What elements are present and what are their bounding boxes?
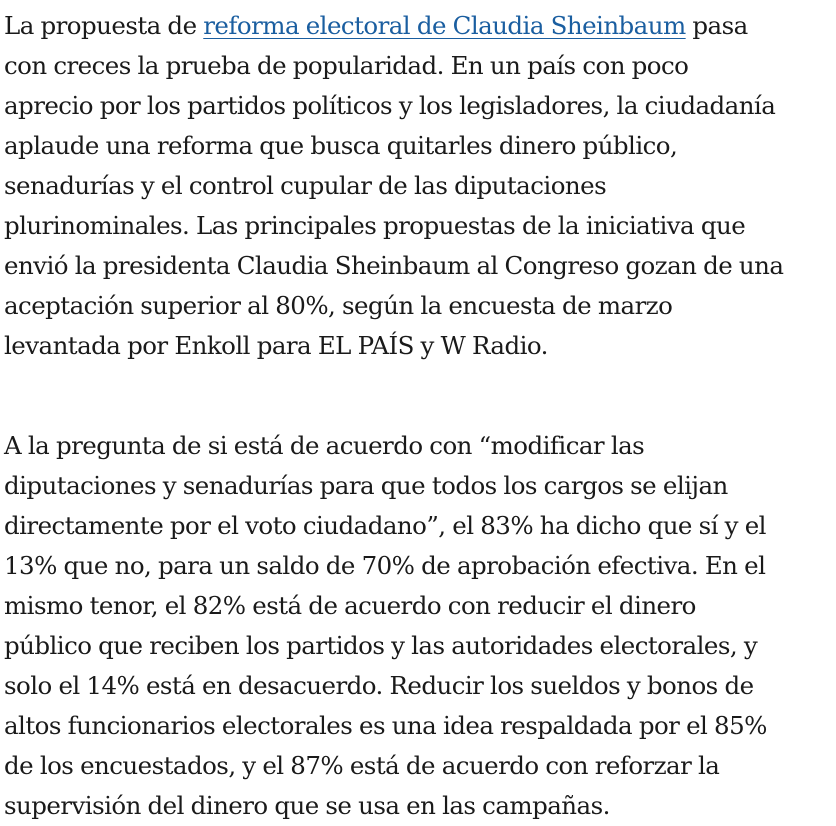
paragraph-line: 13% que no, para un saldo de 70% de aprobación efectiva. En el bbox=[4, 551, 766, 580]
article-body bbox=[4, 6, 834, 826]
reforma-electoral-link[interactable]: reforma electoral de Claudia Sheinbaum bbox=[203, 11, 686, 40]
paragraph-line: senadurías y el control cupular de las diputaciones bbox=[4, 171, 607, 200]
paragraph-line: con creces la prueba de popularidad. En un país con poco bbox=[4, 51, 689, 80]
line-text: pasa bbox=[685, 11, 748, 40]
paragraph-line: mismo tenor, el 82% está de acuerdo con reducir el dinero bbox=[4, 591, 696, 620]
paragraph-line: altos funcionarios electorales es una idea respaldada por el 85% bbox=[4, 711, 767, 740]
paragraph-line: aceptación superior al 80%, según la encuesta de marzo bbox=[4, 291, 673, 320]
paragraph-line: A la pregunta de si está de acuerdo con “modificar las bbox=[4, 431, 645, 460]
line-text: La propuesta de bbox=[4, 11, 204, 40]
paragraph-line: levantada por Enkoll para EL PAÍS y W Radio. bbox=[4, 331, 548, 360]
paragraph-line: diputaciones y senadurías para que todos los cargos se elijan bbox=[4, 471, 728, 500]
paragraph-2 bbox=[4, 426, 834, 826]
paragraph-line: directamente por el voto ciudadano”, el 83% ha dicho que sí y el bbox=[4, 511, 766, 540]
paragraph-line: supervisión del dinero que se usa en las campañas. bbox=[4, 791, 610, 820]
paragraph-spacer bbox=[4, 366, 834, 426]
paragraph-line: plurinominales. Las principales propuestas de la iniciativa que bbox=[4, 211, 746, 240]
paragraph-line bbox=[4, 6, 834, 46]
paragraph-1 bbox=[4, 6, 834, 366]
paragraph-line: aplaude una reforma que busca quitarles dinero público, bbox=[4, 131, 678, 160]
paragraph-line: aprecio por los partidos políticos y los legisladores, la ciudadanía bbox=[4, 91, 776, 120]
paragraph-line: público que reciben los partidos y las autoridades electorales, y bbox=[4, 631, 758, 660]
paragraph-line: solo el 14% está en desacuerdo. Reducir los sueldos y bonos de bbox=[4, 671, 754, 700]
paragraph-line: envió la presidenta Claudia Sheinbaum al Congreso gozan de una bbox=[4, 251, 784, 280]
paragraph-line: de los encuestados, y el 87% está de acuerdo con reforzar la bbox=[4, 751, 720, 780]
